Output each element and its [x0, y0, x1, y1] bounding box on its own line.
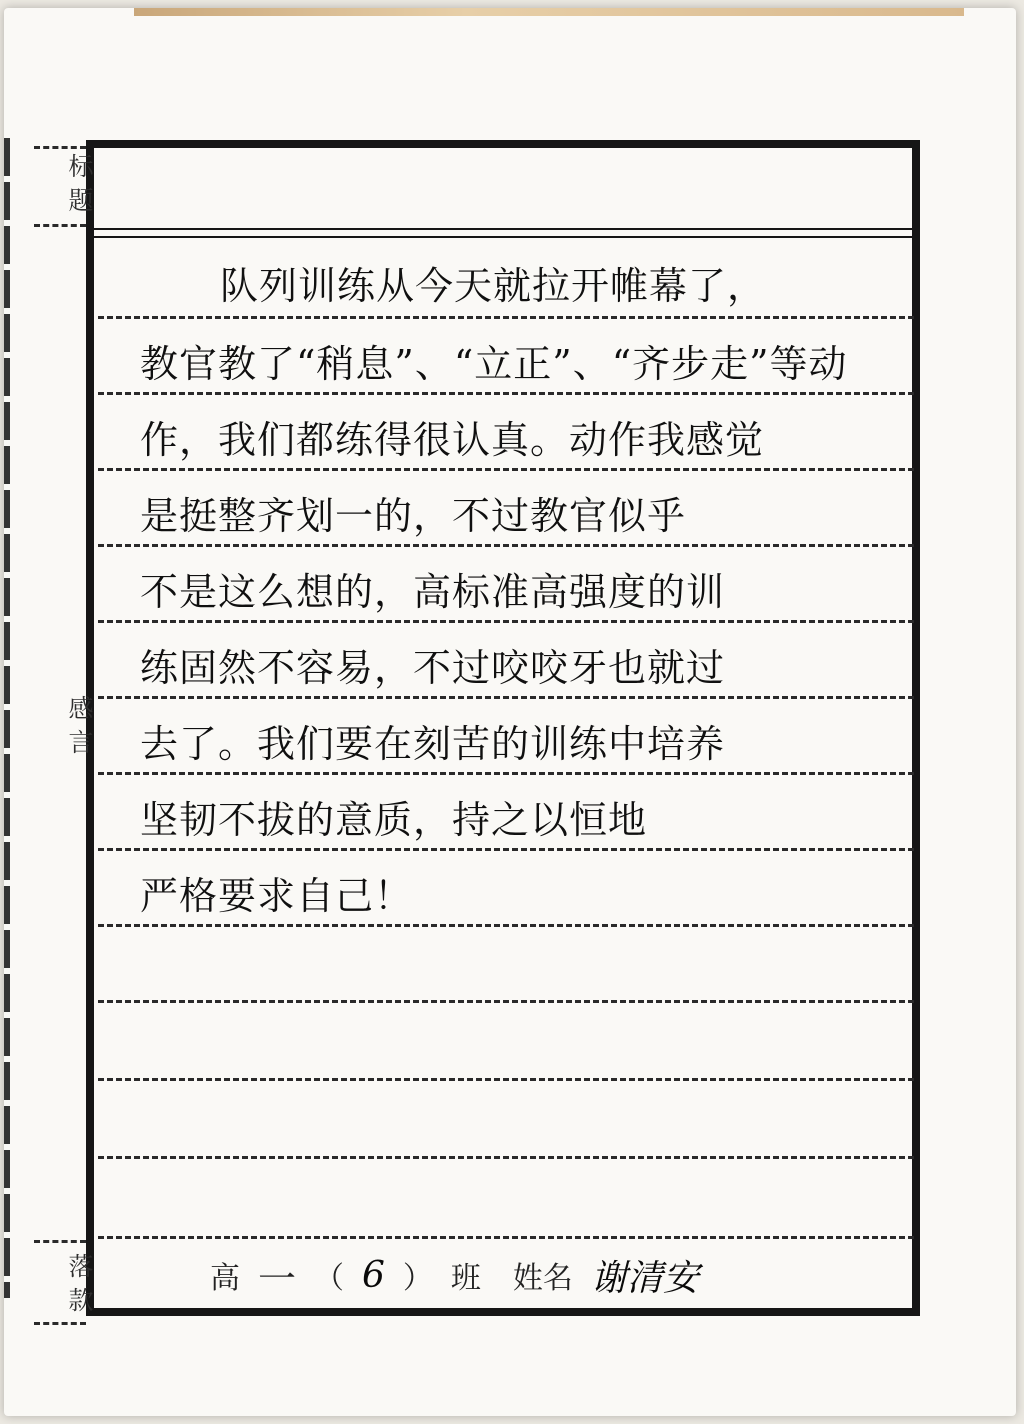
- class-paren-open: （: [314, 1261, 345, 1296]
- essay-line-2: 教官教了“稍息”、“立正”、“齐步走”等动: [140, 342, 848, 386]
- student-name: 谢清安: [590, 1257, 699, 1299]
- name-label: 姓名: [512, 1261, 573, 1296]
- essay-line-8: 坚韧不拔的意质，持之以恒地: [140, 798, 648, 842]
- title-divider: [94, 228, 912, 230]
- ruled-line: [98, 316, 914, 319]
- ruled-line: [98, 1236, 914, 1239]
- paper-top-edge: [134, 8, 964, 16]
- signature-label: [60, 1250, 102, 1318]
- title-divider: [94, 236, 912, 238]
- class-number: 6: [362, 1254, 385, 1296]
- essay-line-3: 作，我们都练得很认真。动作我感觉: [140, 418, 765, 462]
- label-rule: [34, 1240, 86, 1243]
- title-label-text: 标题: [68, 152, 94, 215]
- essay-line-1: 队列训练从今天就拉开帷幕了，: [220, 264, 767, 308]
- class-label: 班: [450, 1261, 481, 1296]
- signature-row: [210, 1250, 699, 1300]
- essay-line-4: 是挺整齐划一的，不过教官似乎: [140, 494, 687, 538]
- feelings-label: [60, 692, 102, 760]
- ruled-line: [98, 1156, 914, 1159]
- label-rule: [34, 1322, 86, 1325]
- ruled-line: [98, 1078, 914, 1081]
- signature-label-text: 落款: [68, 1252, 94, 1315]
- essay-line-6: 练固然不容易，不过咬咬牙也就过: [140, 646, 726, 690]
- ruled-line: [98, 1000, 914, 1003]
- essay-line-7: 去了。我们要在刻苦的训练中培养: [140, 722, 726, 766]
- label-rule: [34, 146, 86, 149]
- binding-strip: [4, 138, 10, 1298]
- essay-line-9: 严格要求自己！: [140, 874, 414, 918]
- essay-line-5: 不是这么想的，高标准高强度的训: [140, 570, 726, 614]
- grade-text: 高: [210, 1261, 240, 1296]
- feelings-label-text: 感言: [68, 694, 94, 757]
- label-rule: [34, 224, 86, 227]
- grade-number: 一: [258, 1256, 297, 1301]
- class-paren-close: ）: [402, 1261, 433, 1296]
- title-label: [60, 150, 102, 218]
